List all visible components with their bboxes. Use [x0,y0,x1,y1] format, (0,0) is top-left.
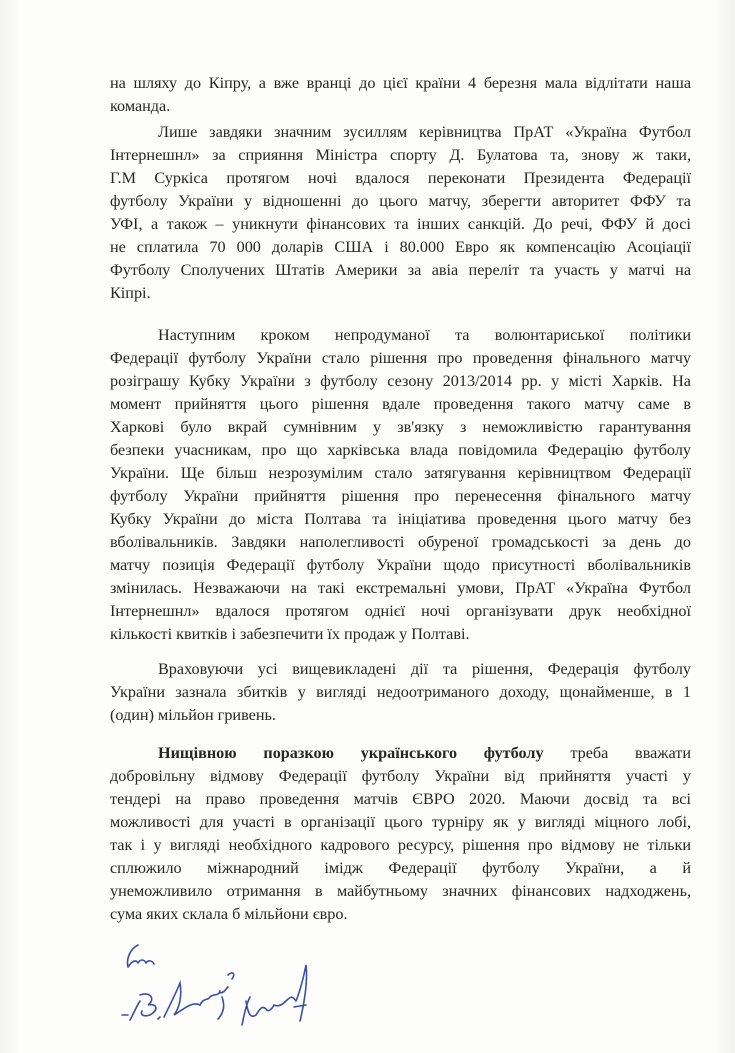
text-line: Г.М Суркіса протягом ночі вдалося переконати Президента Федерації [110,169,691,187]
text-line: (один) мільйон гривень. [110,706,276,724]
text-line: Інтернешнл» вдалося протягом однієї ночі організувати друк необхідної [110,602,691,620]
text-line: Федерації футболу України стало рішення про проведення фінального матчу [110,349,691,367]
text-line: футболу України прийняття рішення про перенесення фінального матчу [110,487,691,505]
text-line: Лише завдяки значним зусиллям керівництва ПрАТ «Україна Футбол [158,123,691,141]
paragraph [110,742,691,926]
text-line: не сплатила 70 000 доларів США і 80.000 Евро як компенсацію Асоціації [110,238,691,256]
paragraph [110,72,691,118]
text-line: сплюжило міжнародний імідж Федерації футболу України, а й [110,859,691,877]
text-line: футболу України у відношенні до цього матчу, зберегти авторитет ФФУ та [110,192,691,210]
text-line: Наступним кроком непродуманої та волюнтариської політики [158,326,691,344]
line-text: треба вважати [543,744,691,762]
text-line: Кубку України до міста Полтава та ініціатива проведення цього матчу без [110,510,691,528]
paragraph [110,658,691,727]
text-line: команда. [110,97,171,115]
text-line: розіграшу Кубку України з футболу сезону 2013/2014 рр. у місті Харків. На [110,372,691,390]
text-line: добровільну відмову Федерації футболу України від прийняття участі у [110,767,691,785]
signature-main [122,973,234,1020]
text-line: момент прийняття цього рішення вдале проведення такого матчу саме в [110,395,691,413]
signature-second [242,965,307,1025]
text-line: Кіпрі. [110,284,151,302]
text-line: на шляху до Кіпру, а вже вранці до цієї країни 4 березня мала відлітати наша [110,74,691,92]
text-line: безпеки учасникам, про що харківська влада повідомила Федерацію футболу [110,441,691,459]
text-line: так і у вигляді необхідного кадрового ресурсу, рішення про відмову не тільки [110,836,691,854]
text-line: сума яких склала б мільйони євро. [110,905,348,923]
text-line: унеможливило отримання в майбутньому значних фінансових надходжень, [110,882,691,900]
text-line: Враховуючи усі вищевикладені дії та рішення, Федерація футболу [158,660,691,678]
paragraph [110,121,691,305]
text-line: можливості для участі в організації цього турніру як у вигляді міцного лобі, [110,813,691,831]
text-line: тендері на право проведення матчів ЄВРО 2020. Маючи досвід та всі [110,790,691,808]
handwritten-signatures [110,935,330,1030]
text-line: вболівальників. Завдяки наполегливості обуреної громадськості за день до [110,533,691,551]
text-line: Інтернешнл» за сприяння Міністра спорту Д. Булатова та, знову ж таки, [110,146,691,164]
text-line: України. Ще більш незрозумілим стало затягування керівництвом Федерації [110,464,691,482]
text-line [110,742,691,765]
text-line: УФІ, а також – уникнути фінансових та інших санкцій. До речі, ФФУ й досі [110,215,691,233]
text-line: змінилась. Незважаючи на такі екстремальні умови, ПрАТ «Україна Футбол [110,579,691,597]
text-line: матчу позиція Федерації футболу України щодо присутності вболівальників [110,556,691,574]
text-line: кількості квитків і забезпечити їх продаж у Полтаві. [110,625,470,643]
text-line: України зазнала збитків у вигляді недоотриманого доходу, щонайменше, в 1 [110,683,691,701]
paragraph [110,324,691,646]
signature-initials [127,945,154,967]
bold-lead-text: Нищівною поразкою українського футболу [158,744,544,762]
text-line: Футболу Сполучених Штатів Америки за авіа переліт та участь у матчі на [110,261,691,279]
text-line: Харкові було вкрай сумнівним у зв'язку з неможливістю гарантування [110,418,691,436]
